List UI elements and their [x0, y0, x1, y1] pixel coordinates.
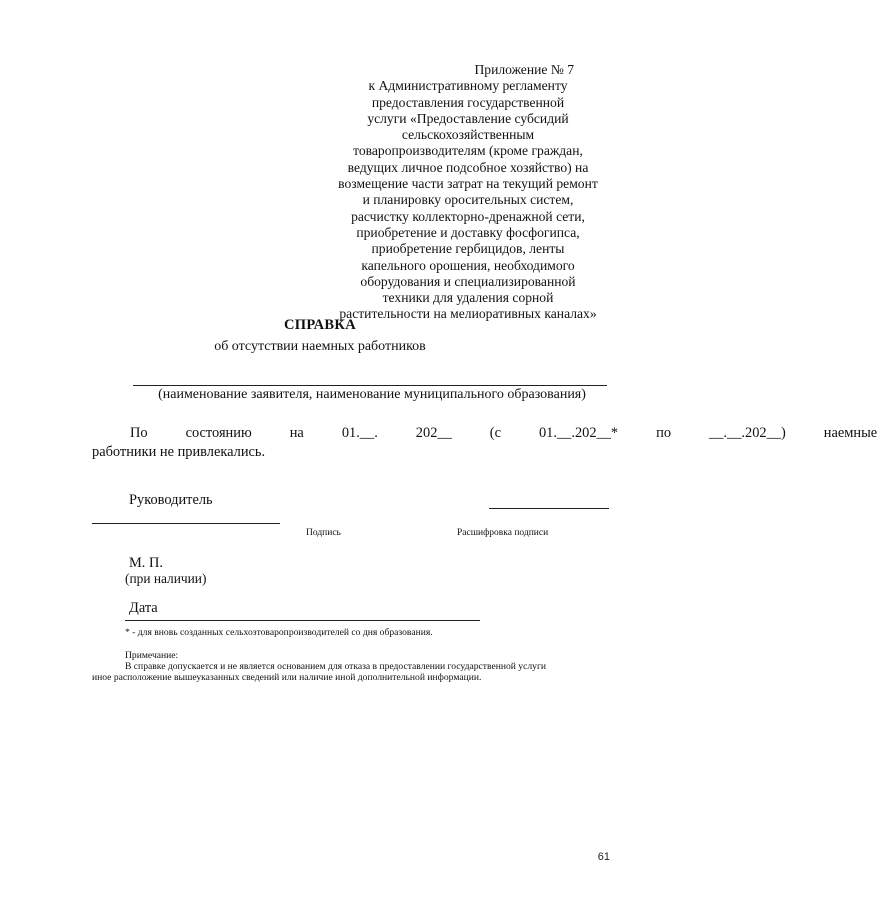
- statement-word: По: [130, 425, 148, 441]
- document-subtitle: об отсутствии наемных работников: [214, 339, 426, 354]
- statement-word: по: [656, 425, 672, 441]
- remark-line-2: иное расположение вышеуказанных сведений или наличие иной дополнительной информации.: [92, 672, 482, 683]
- statement-line-1: [92, 424, 877, 443]
- remark-heading: Примечание:: [125, 650, 179, 661]
- appendix-line: оборудования и специализированной: [360, 273, 576, 289]
- statement-word: 01.__.202__*: [538, 425, 619, 441]
- statement-word: 202__: [415, 425, 452, 441]
- signature-caption: Подпись: [306, 528, 341, 538]
- statement-word: __.__.202__): [709, 425, 786, 441]
- statement-line-2: работники не привлекались.: [92, 444, 266, 460]
- appendix-line: к Административному регламенту: [368, 78, 568, 94]
- appendix-line: приобретение гербицидов, ленты: [371, 241, 565, 257]
- statement-word: на: [289, 425, 304, 441]
- stamp-note: (при наличии): [125, 571, 207, 586]
- appendix-line: расчистку коллекторно-дренажной сети,: [351, 208, 585, 224]
- appendix-line: возмещение части затрат на текущий ремонт: [338, 176, 598, 192]
- statement-word: состоянию: [185, 425, 252, 441]
- statement-word: 01.__.: [341, 425, 378, 441]
- appendix-line: предоставления государственной: [371, 94, 565, 110]
- appendix-line: растительности на мелиоративных каналах»: [339, 306, 597, 322]
- page-number: 61: [597, 851, 610, 863]
- head-label: Руководитель: [129, 492, 213, 508]
- date-line: [125, 620, 480, 621]
- footnote: * - для вновь созданных сельхозтоваропроизводителей со дня образования.: [125, 627, 433, 638]
- stamp-label: М. П.: [129, 555, 163, 571]
- decoding-line: [489, 508, 609, 509]
- appendix-line: товаропроизводителям (кроме граждан,: [353, 143, 583, 159]
- statement-paragraph: [92, 424, 877, 462]
- signature-line: [92, 523, 280, 524]
- appendix-line: приобретение и доставку фосфогипса,: [356, 224, 580, 240]
- appendix-line: капельного орошения, необходимого: [361, 257, 575, 273]
- statement-word: (с: [489, 425, 501, 441]
- statement-word: наемные: [823, 425, 877, 441]
- appendix-line: сельскохозяйственным: [401, 127, 535, 143]
- applicant-name-line: [133, 385, 607, 386]
- remark-line-1: В справке допускается и не является основанием для отказа в предоставлении государственной услуги: [125, 661, 547, 672]
- appendix-line: техники для удаления сорной: [382, 290, 554, 306]
- appendix-line: ведущих личное подсобное хозяйство) на: [347, 159, 589, 175]
- date-label: Дата: [129, 600, 158, 616]
- appendix-header: [318, 62, 618, 323]
- appendix-number: Приложение № 7: [474, 62, 574, 77]
- document-title: СПРАВКА: [284, 317, 356, 333]
- appendix-line: услуги «Предоставление субсидий: [367, 110, 569, 126]
- applicant-caption: (наименование заявителя, наименование муниципального образования): [158, 387, 586, 402]
- decoding-caption: Расшифровка подписи: [457, 528, 549, 538]
- appendix-line: и планировку оросительных систем,: [362, 192, 574, 208]
